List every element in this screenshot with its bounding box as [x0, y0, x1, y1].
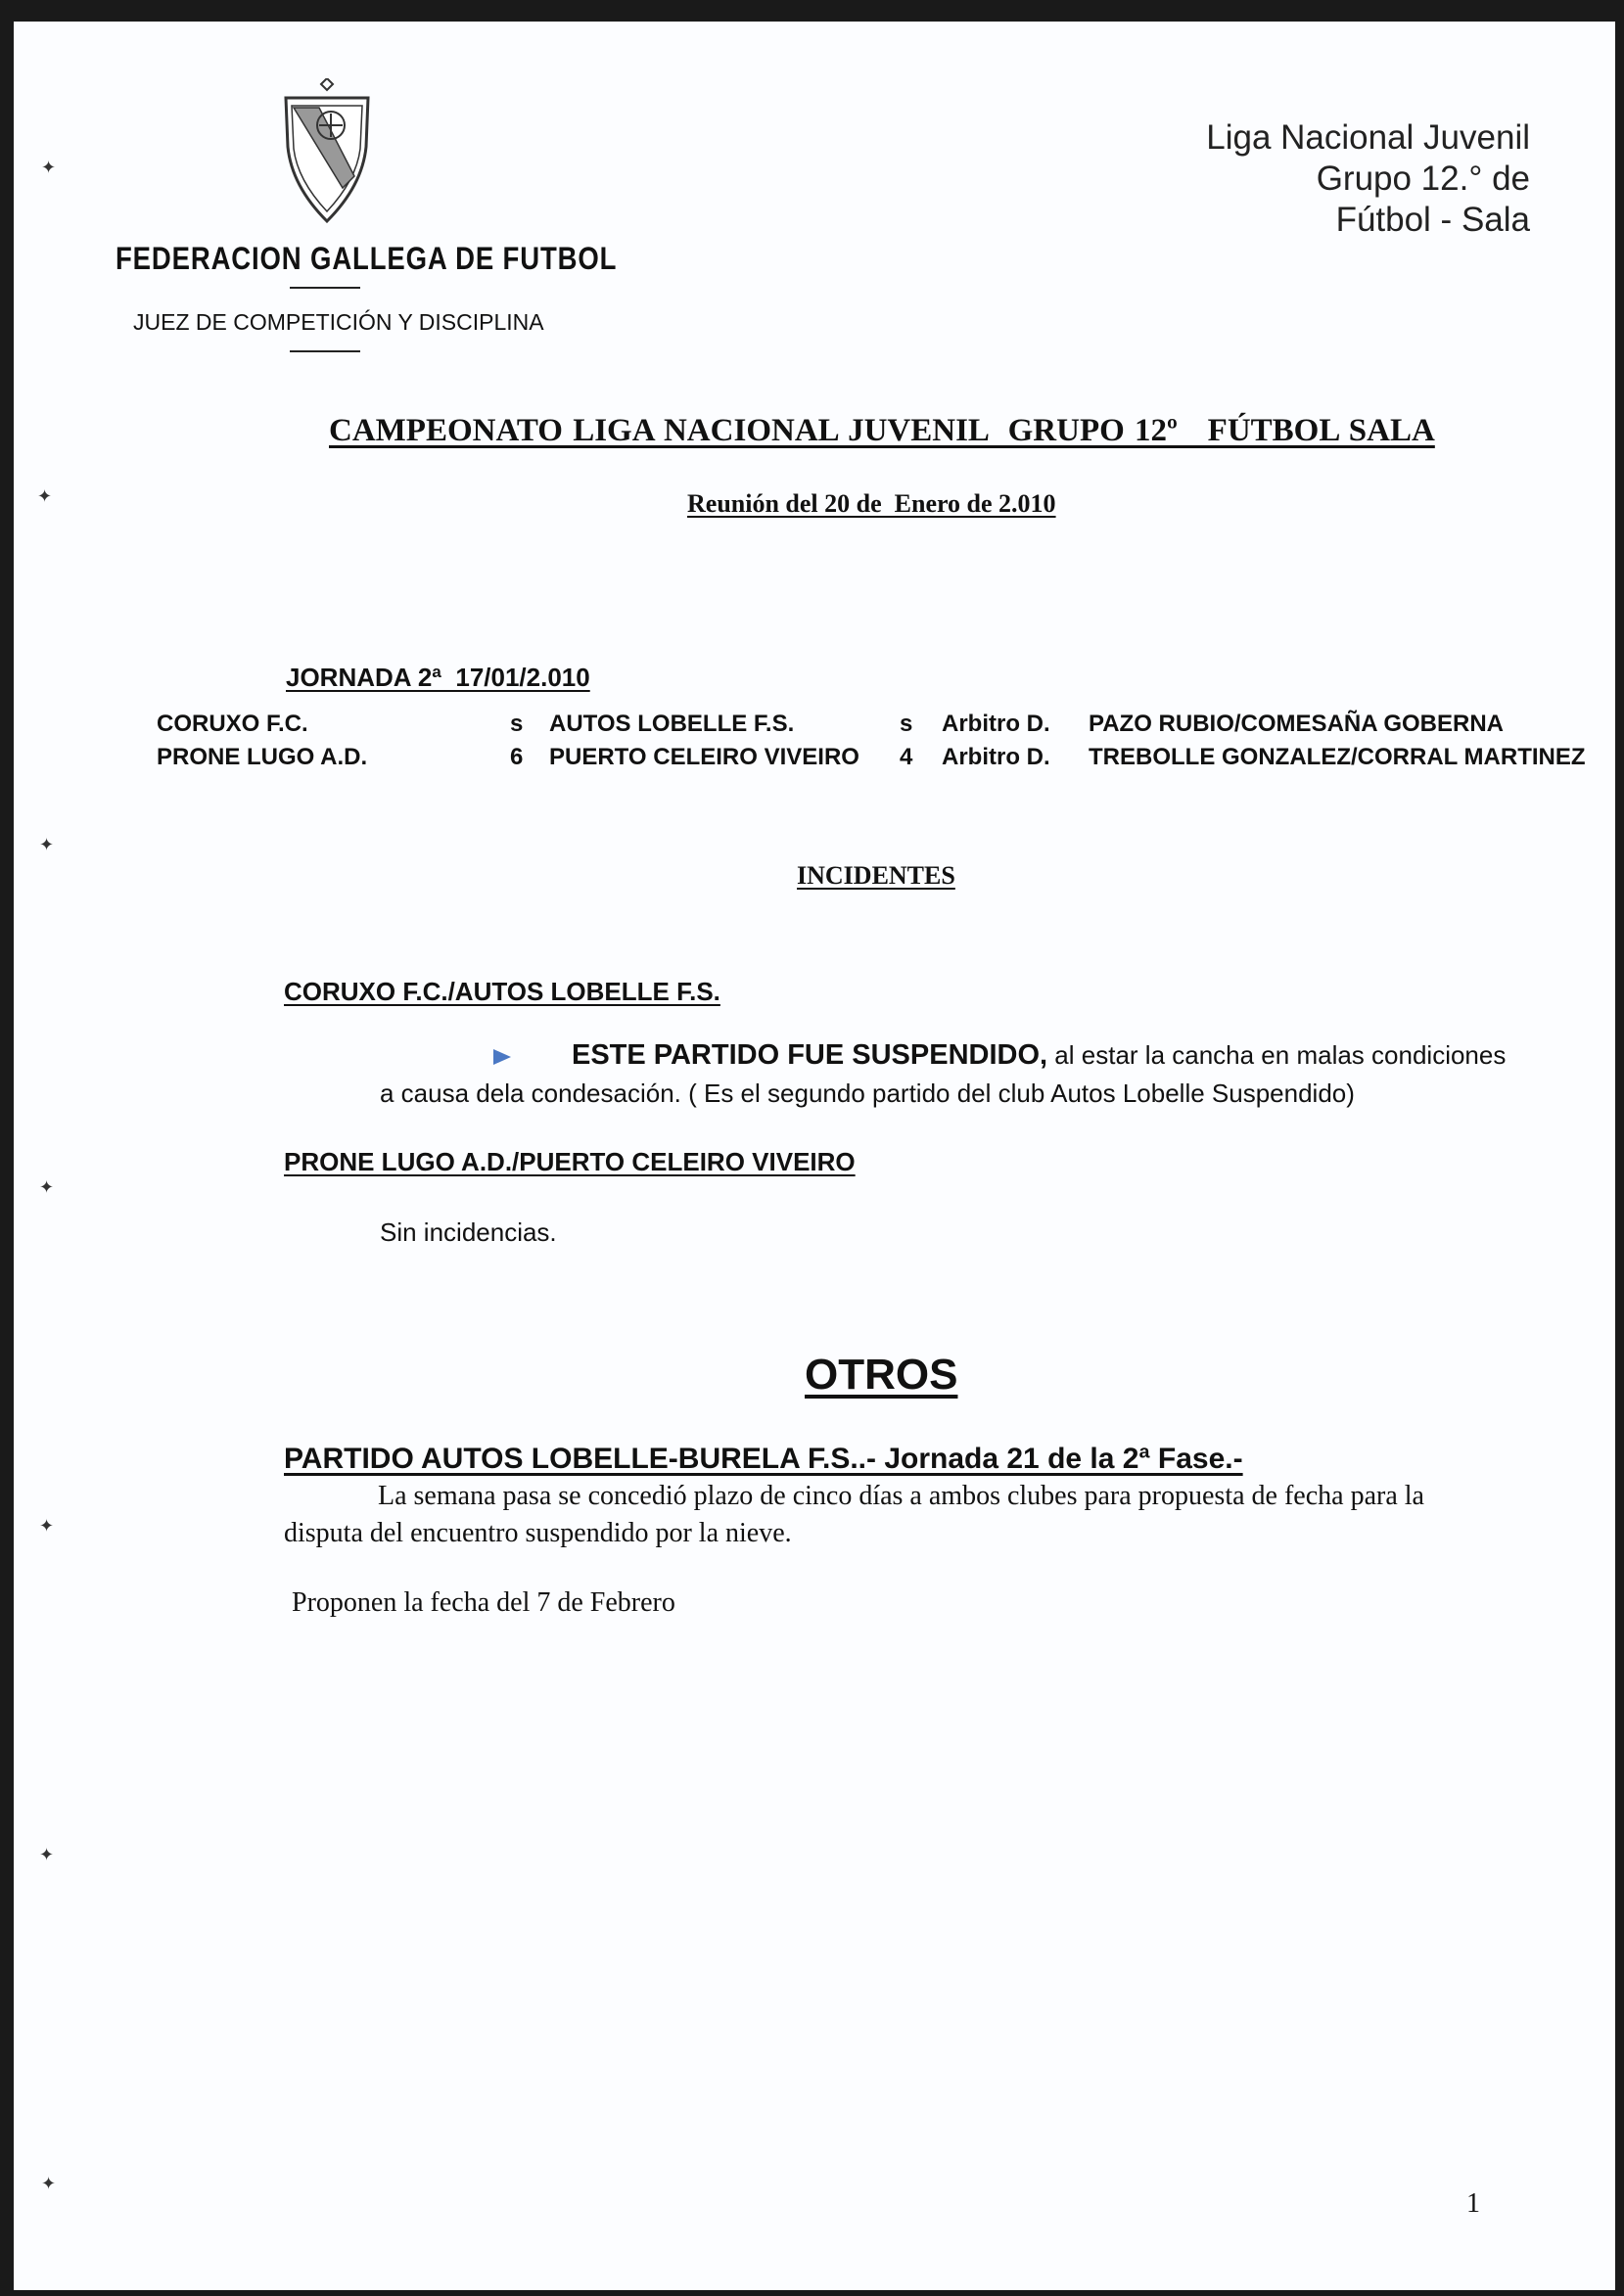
matchday-heading: JORNADA 2ª 17/01/2.010	[286, 663, 590, 692]
punch-mark: ✦	[39, 835, 55, 854]
punch-mark: ✦	[39, 1516, 55, 1536]
league-line: Fútbol - Sala	[1335, 201, 1530, 239]
document-page	[14, 22, 1615, 2290]
away-score: s	[900, 711, 913, 737]
punch-mark: ✦	[39, 1177, 55, 1197]
otros-paragraph: La semana pasa se concedió plazo de cinco días a ambos clubes para propuesta de fecha para la disputa del encuentro suspendido por la nieve.	[284, 1481, 1424, 1548]
referee-label: Arbitro D.	[942, 711, 1050, 737]
home-score: 6	[510, 744, 524, 770]
divider	[290, 287, 360, 289]
referee-label: Arbitro D.	[942, 744, 1050, 770]
home-team: CORUXO F.C.	[157, 711, 308, 737]
incident-text-line2: a causa dela condesación. ( Es el segundo partido del club Autos Lobelle Suspendido)	[380, 1079, 1355, 1108]
away-team: PUERTO CELEIRO VIVEIRO	[549, 744, 859, 770]
away-score: 4	[900, 744, 913, 770]
federation-name: FEDERACION GALLEGA DE FUTBOL	[116, 241, 618, 276]
match-row	[14, 744, 1615, 775]
league-label	[1060, 117, 1530, 241]
incident-emphasis: ESTE PARTIDO FUE SUSPENDIDO,	[572, 1039, 1048, 1071]
punch-mark: ✦	[39, 1845, 55, 1864]
punch-mark: ✦	[37, 486, 53, 506]
home-score: s	[510, 711, 524, 737]
referee-names: PAZO RUBIO/COMESAÑA GOBERNA	[1089, 711, 1505, 737]
home-team: PRONE LUGO A.D.	[157, 744, 368, 770]
otros-subheading: PARTIDO AUTOS LOBELLE-BURELA F.S..- Jornada 21 de la 2ª Fase.-	[284, 1443, 1243, 1475]
league-line: Grupo 12.° de	[1316, 160, 1530, 198]
incidents-heading: INCIDENTES	[797, 861, 955, 890]
page-number: 1	[1466, 2188, 1480, 2219]
document-title: CAMPEONATO LIGA NACIONAL JUVENIL GRUPO 12º FÚTBOL SALA	[329, 413, 1435, 448]
federation-crest-logo	[280, 78, 374, 225]
incident-text-cont: al estar la cancha en malas condiciones	[1047, 1040, 1507, 1070]
judge-title: JUEZ DE COMPETICIÓN Y DISCIPLINA	[133, 309, 544, 335]
away-team: AUTOS LOBELLE F.S.	[549, 711, 795, 737]
league-line: Liga Nacional Juvenil	[1206, 118, 1530, 157]
meeting-date: Reunión del 20 de Enero de 2.010	[687, 489, 1056, 518]
referee-names: TREBOLLE GONZALEZ/CORRAL MARTINEZ	[1089, 744, 1586, 770]
punch-mark: ✦	[41, 158, 57, 177]
match-row	[14, 711, 1615, 742]
otros-heading: OTROS	[805, 1351, 958, 1399]
incident-match-heading: CORUXO F.C./AUTOS LOBELLE F.S.	[284, 977, 720, 1006]
otros-proposal: Proponen la fecha del 7 de Febrero	[292, 1587, 675, 1618]
punch-mark: ✦	[41, 2174, 57, 2193]
divider	[290, 350, 360, 352]
incident-text: Sin incidencias.	[380, 1217, 557, 1247]
bullet-arrow-icon	[493, 1049, 511, 1065]
incident-match-heading: PRONE LUGO A.D./PUERTO CELEIRO VIVEIRO	[284, 1147, 856, 1176]
incident-text	[572, 1039, 1506, 1072]
